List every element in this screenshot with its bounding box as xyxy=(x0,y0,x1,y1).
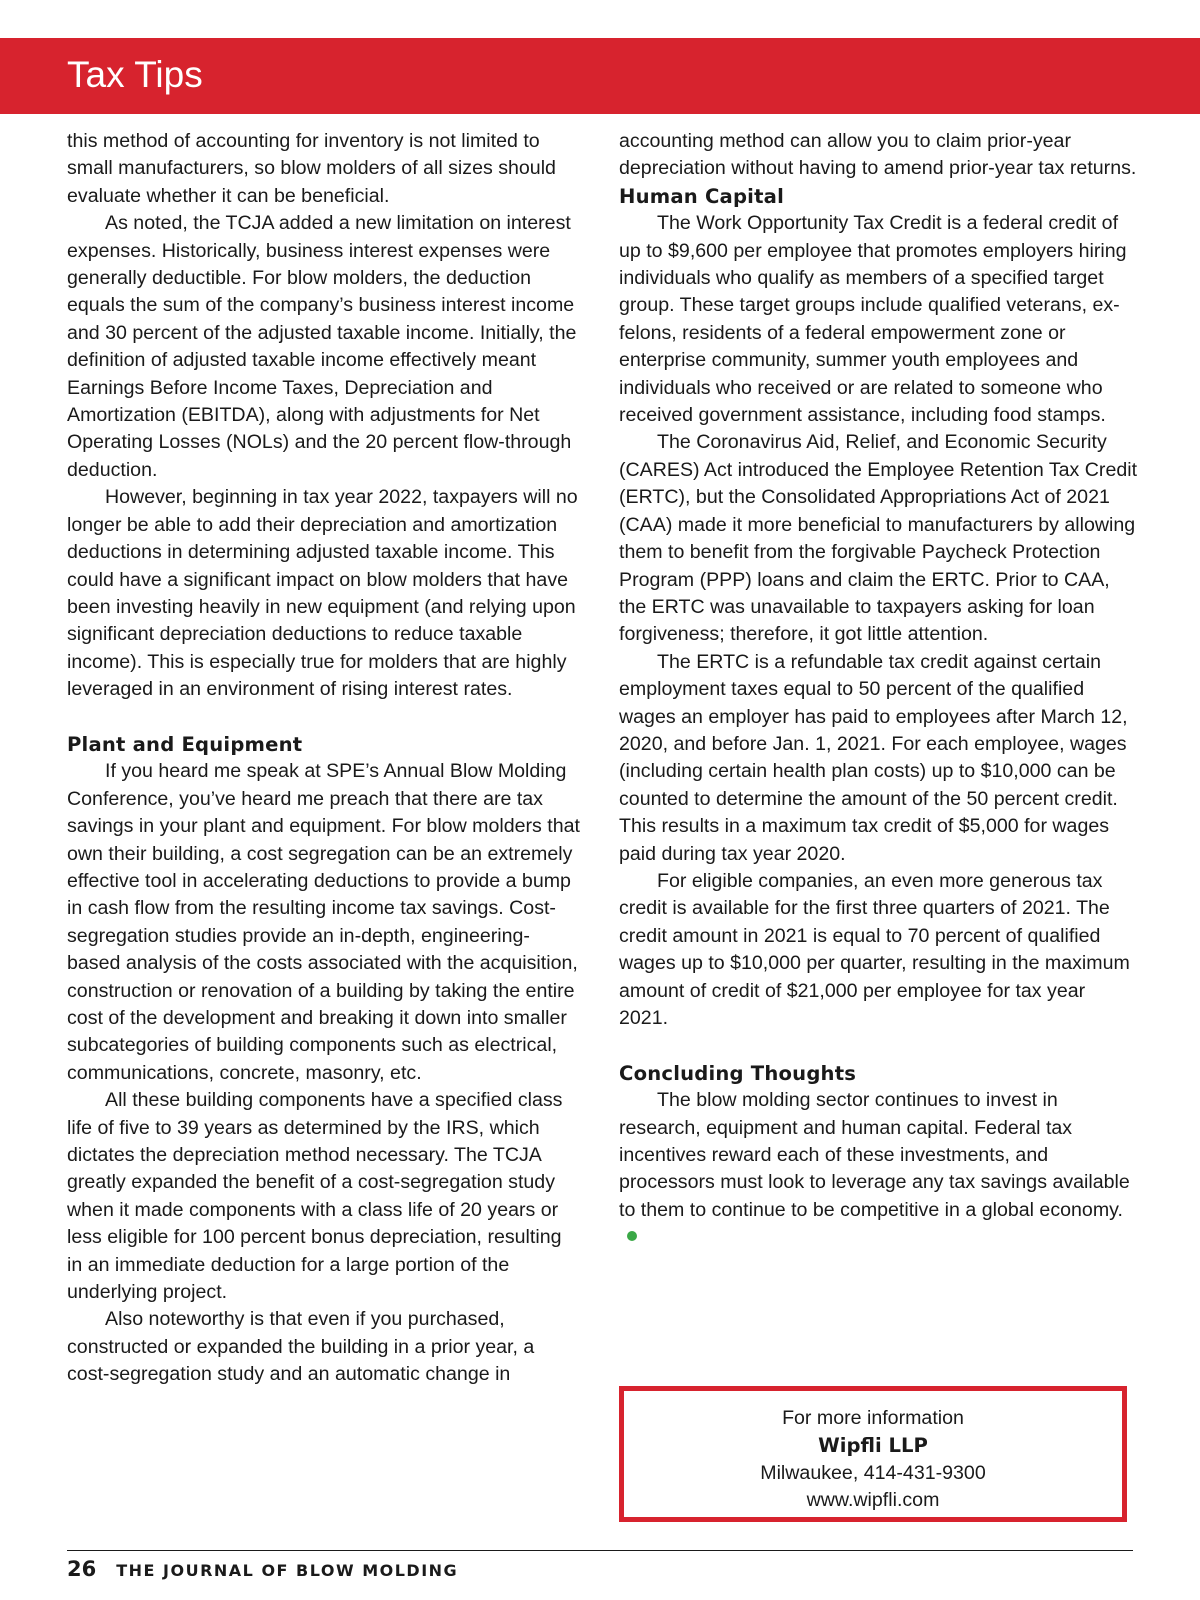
paragraph: The Coronavirus Aid, Relief, and Economic Security (CARES) Act introduced the Employee Retention Tax Credit (ERTC), but the Consolidated Appropriations Act of 2021 (CAA) made it more beneficial to manufacturers by allowing them to benefit from the forgivable Paycheck Protection Program (PPP) loans and claim the ERTC. Prior to CAA, the ERTC was unavailable to taxpayers asking for loan forgiveness; therefore, it got little attention. xyxy=(619,431,1138,646)
info-intro: For more information xyxy=(782,1407,964,1429)
section-spacer xyxy=(619,1032,1139,1059)
journal-name: THE JOURNAL OF BLOW MOLDING xyxy=(116,1561,459,1580)
info-website[interactable]: www.wipfli.com xyxy=(806,1489,940,1512)
paragraph: If you heard me speak at SPE’s Annual Blow Molding Conference, you’ve heard me preach that there are tax savings in your plant and equipment. For blow molders that own their building, a cost segregation can be an extremely effective tool in accelerating deductions to provide a bump in cash flow from the resulting income tax savings. Cost-segregation studies provide an in-depth, engineering-based analysis of the costs associated with the acquisition, construction or renovation of a building by taking the entire cost of the development and breaking it down into smaller subcategories of building components such as electrical, communications, concrete, masonry, etc. xyxy=(67,760,580,1084)
info-contact: Milwaukee, 414-431-9300 xyxy=(760,1461,986,1484)
paragraph: accounting method can allow you to claim prior-year depreciation without having to amend prior-year tax returns. xyxy=(619,130,1137,180)
info-box xyxy=(619,1386,1127,1522)
heading-human-capital: Human Capital xyxy=(619,184,785,208)
end-mark-icon xyxy=(627,1231,637,1241)
paragraph: The Work Opportunity Tax Credit is a federal credit of up to $9,600 per employee that promotes employers hiring individuals who qualify as members of a specified target group. These target groups include qualified veterans, ex-felons, residents of a federal empowerment zone or enterprise community, summer youth employees and individuals who received or are related to someone who received government assistance, including food stamps. xyxy=(619,212,1127,427)
footer xyxy=(67,1557,458,1587)
paragraph: As noted, the TCJA added a new limitation on interest expenses. Historically, business interest expenses were generally deductible. For blow molders, the deduction equals the sum of the company’s business interest income and 30 percent of the adjusted taxable income. Initially, the definition of adjusted taxable income effectively meant Earnings Before Income Taxes, Depreciation and Amortization (EBITDA), along with adjustments for Net Operating Losses (NOLs) and the 20 percent flow-through deduction. xyxy=(67,212,577,481)
paragraph: However, beginning in tax year 2022, taxpayers will no longer be able to add their depreciation and amortization deductions in determining adjusted taxable income. This could have a significant impact on blow molders that have been investing heavily in new equipment (and relying upon significant depreciation deductions to reduce taxable income). This is especially true for molders that are highly leveraged in an environment of rising interest rates. xyxy=(67,486,578,701)
paragraph-text: The blow molding sector continues to invest in research, equipment and human capital. Federal tax incentives reward each of these investments, and processors must look to leverage any tax savings available to them to continue to be competitive in a global economy. xyxy=(619,1089,1130,1221)
info-company: Wipfli LLP xyxy=(818,1434,928,1458)
paragraph: All these building components have a specified class life of five to 39 years as determined by the IRS, which dictates the depreciation method necessary. The TCJA greatly expanded the benefit of a cost-segregation study when it made components with a class life of 20 years or less eligible for 100 percent bonus depreciation, resulting in an immediate deduction for a large portion of the underlying project. xyxy=(67,1089,563,1304)
right-column xyxy=(619,128,1139,1252)
paragraph: Also noteworthy is that even if you purchased, constructed or expanded the building in a prior year, a cost-segregation study and an automatic change in xyxy=(67,1308,535,1386)
heading-plant-equipment: Plant and Equipment xyxy=(67,732,303,756)
paragraph: this method of accounting for inventory is not limited to small manufacturers, so blow molders of all sizes should evaluate whether it can be beneficial. xyxy=(67,130,556,207)
page-number: 26 xyxy=(67,1557,97,1581)
footer-divider xyxy=(67,1550,1133,1551)
left-column xyxy=(67,128,582,1389)
paragraph: The ERTC is a refundable tax credit against certain employment taxes equal to 50 percent of the qualified wages an employer has paid to employees after March 12, 2020, and before Jan. 1, 2021. For each employee, wages (including certain health plan costs) up to $10,000 can be counted to determine the amount of the 50 percent credit. This results in a maximum tax credit of $5,000 for wages paid during tax year 2020. xyxy=(619,650,1128,865)
section-spacer xyxy=(67,704,582,731)
heading-concluding-thoughts: Concluding Thoughts xyxy=(619,1061,857,1085)
section-title: Tax Tips xyxy=(67,54,203,95)
paragraph-concluding xyxy=(619,1087,1139,1251)
paragraph: For eligible companies, an even more generous tax credit is available for the first three quarters of 2021. The credit amount in 2021 is equal to 70 percent of qualified wages up to $10,000 per quarter, resulting in the maximum amount of credit of $21,000 per employee for tax year 2021. xyxy=(619,869,1130,1029)
